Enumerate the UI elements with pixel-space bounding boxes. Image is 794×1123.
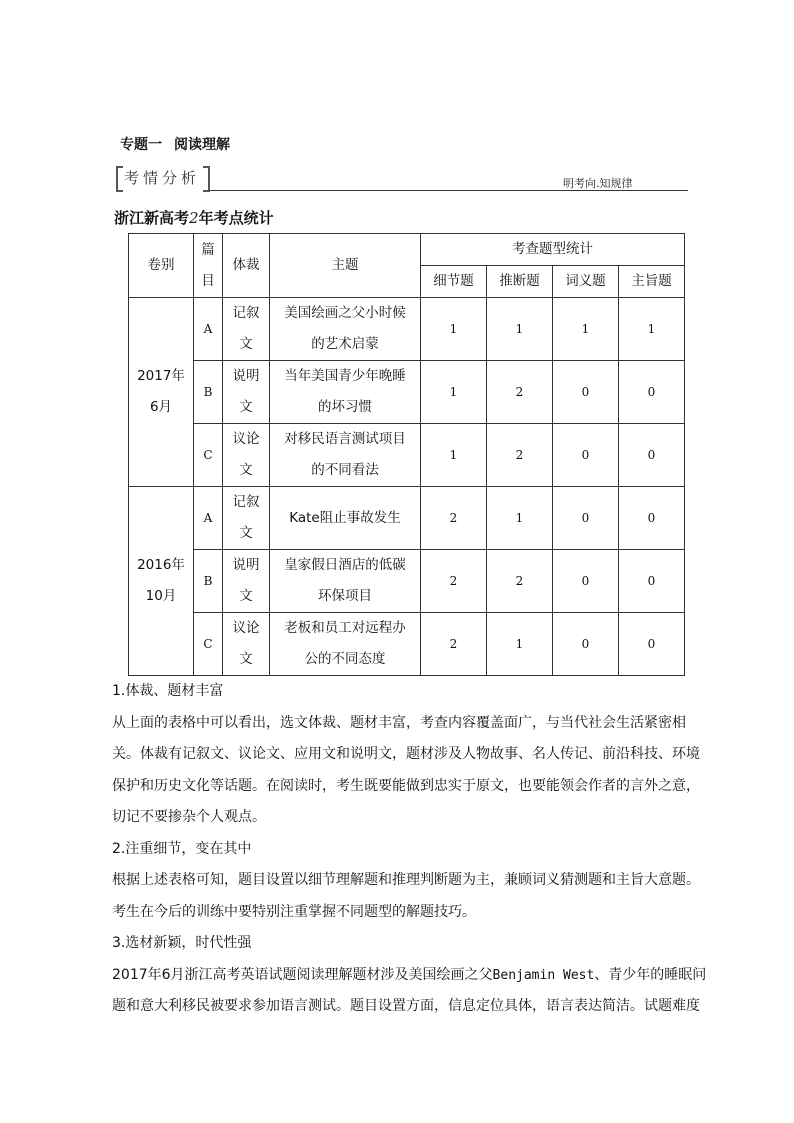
detail-count: 1 [421,424,487,487]
genre-cell: 说明文 [223,550,270,613]
table-row [129,487,685,550]
table-row [129,550,685,613]
article-cell: C [194,613,223,676]
bracket-left [116,166,123,192]
section-heading: 3.选材新颖，时代性强 [112,935,252,951]
section-heading: 1.体裁、题材丰富 [112,683,224,699]
inference-count: 1 [487,487,553,550]
main-idea-count: 0 [619,361,685,424]
inference-count: 2 [487,361,553,424]
section-paragraph: 根据上述表格可知，题目设置以细节理解题和推理判断题为主，兼顾词义猜测题和主旨大意题。考生在今后的训练中要特别注重掌握不同题型的解题技巧。 [112,872,700,920]
vocab-count: 0 [553,487,619,550]
detail-count: 2 [421,487,487,550]
section-label-box [116,166,210,190]
detail-count: 2 [421,613,487,676]
topic-name: 阅读理解 [174,137,230,153]
main-idea-count: 1 [619,298,685,361]
genre-cell: 议论文 [223,424,270,487]
header-article: 篇目 [194,234,223,298]
stats-table [128,233,685,676]
header-main-idea: 主旨题 [619,266,685,298]
detail-count: 1 [421,361,487,424]
table-row [129,298,685,361]
bracket-right [203,166,210,192]
article-cell: A [194,487,223,550]
section-label: 考情分析 [124,169,201,187]
inference-count: 1 [487,613,553,676]
analysis-body [112,676,712,1023]
genre-cell: 说明文 [223,361,270,424]
main-idea-count: 0 [619,487,685,550]
inference-count: 2 [487,424,553,487]
inference-count: 2 [487,550,553,613]
topic-heading [120,134,230,154]
header-question-types: 考查题型统计 [421,234,685,266]
section-paragraph: 从上面的表格中可以看出，选文体裁、题材丰富，考查内容覆盖面广，与当代社会生活紧密相关。体裁有记叙文、议论文、应用文和说明文，题材涉及人物故事、名人传记、前沿科技、环境保护和历史文化等话题。在阅读时，考生既要能做到忠实于原文，也要能领会作者的言外之意，切记不要掺杂个人观点。 [112,714,700,825]
table-row [129,361,685,424]
header-detail: 细节题 [421,266,487,298]
paper-cell: 2016年 10月 [129,487,194,676]
stats-title-number: 2 [189,209,199,227]
header-paper: 卷别 [129,234,194,298]
theme-cell: 老板和员工对远程办公的不同态度 [270,613,421,676]
article-cell: A [194,298,223,361]
genre-cell: 议论文 [223,613,270,676]
vocab-count: 1 [553,298,619,361]
article-cell: C [194,424,223,487]
theme-cell: 当年美国青少年晚睡的坏习惯 [270,361,421,424]
section-paragraph: 2017年6月浙江高考英语试题阅读理解题材涉及美国绘画之父Benjamin West、青少年的睡眠问题和意大利移民被要求参加语言测试。题目设置方面，信息定位具体，语言表达简洁。试题难度 [112,966,707,1014]
genre-cell: 记叙文 [223,298,270,361]
paper-cell: 2017年 6月 [129,298,194,487]
detail-count: 1 [421,298,487,361]
theme-cell: Kate阻止事故发生 [270,487,421,550]
stats-title-prefix: 浙江新高考 [114,209,190,227]
stats-title-suffix: 年考点统计 [198,209,274,227]
header-vocab: 词义题 [553,266,619,298]
header-inference: 推断题 [487,266,553,298]
theme-cell: 皇家假日酒店的低碳环保项目 [270,550,421,613]
header-slogan: 明考向.知规律 [563,177,633,190]
vocab-count: 0 [553,550,619,613]
main-idea-count: 0 [619,424,685,487]
stats-title [114,207,274,228]
article-cell: B [194,550,223,613]
table-row [129,613,685,676]
vocab-count: 0 [553,613,619,676]
article-cell: B [194,361,223,424]
main-idea-count: 0 [619,613,685,676]
genre-cell: 记叙文 [223,487,270,550]
theme-cell: 对移民语言测试项目的不同看法 [270,424,421,487]
vocab-count: 0 [553,424,619,487]
section-heading: 2.注重细节，变在其中 [112,840,252,857]
theme-cell: 美国绘画之父小时候的艺术启蒙 [270,298,421,361]
detail-count: 2 [421,550,487,613]
main-idea-count: 0 [619,550,685,613]
vocab-count: 0 [553,361,619,424]
topic-number: 专题一 [120,137,162,153]
header-genre: 体裁 [223,234,270,298]
table-row [129,424,685,487]
person-name: Benjamin West [492,967,595,983]
header-theme: 主题 [270,234,421,298]
inference-count: 1 [487,298,553,361]
